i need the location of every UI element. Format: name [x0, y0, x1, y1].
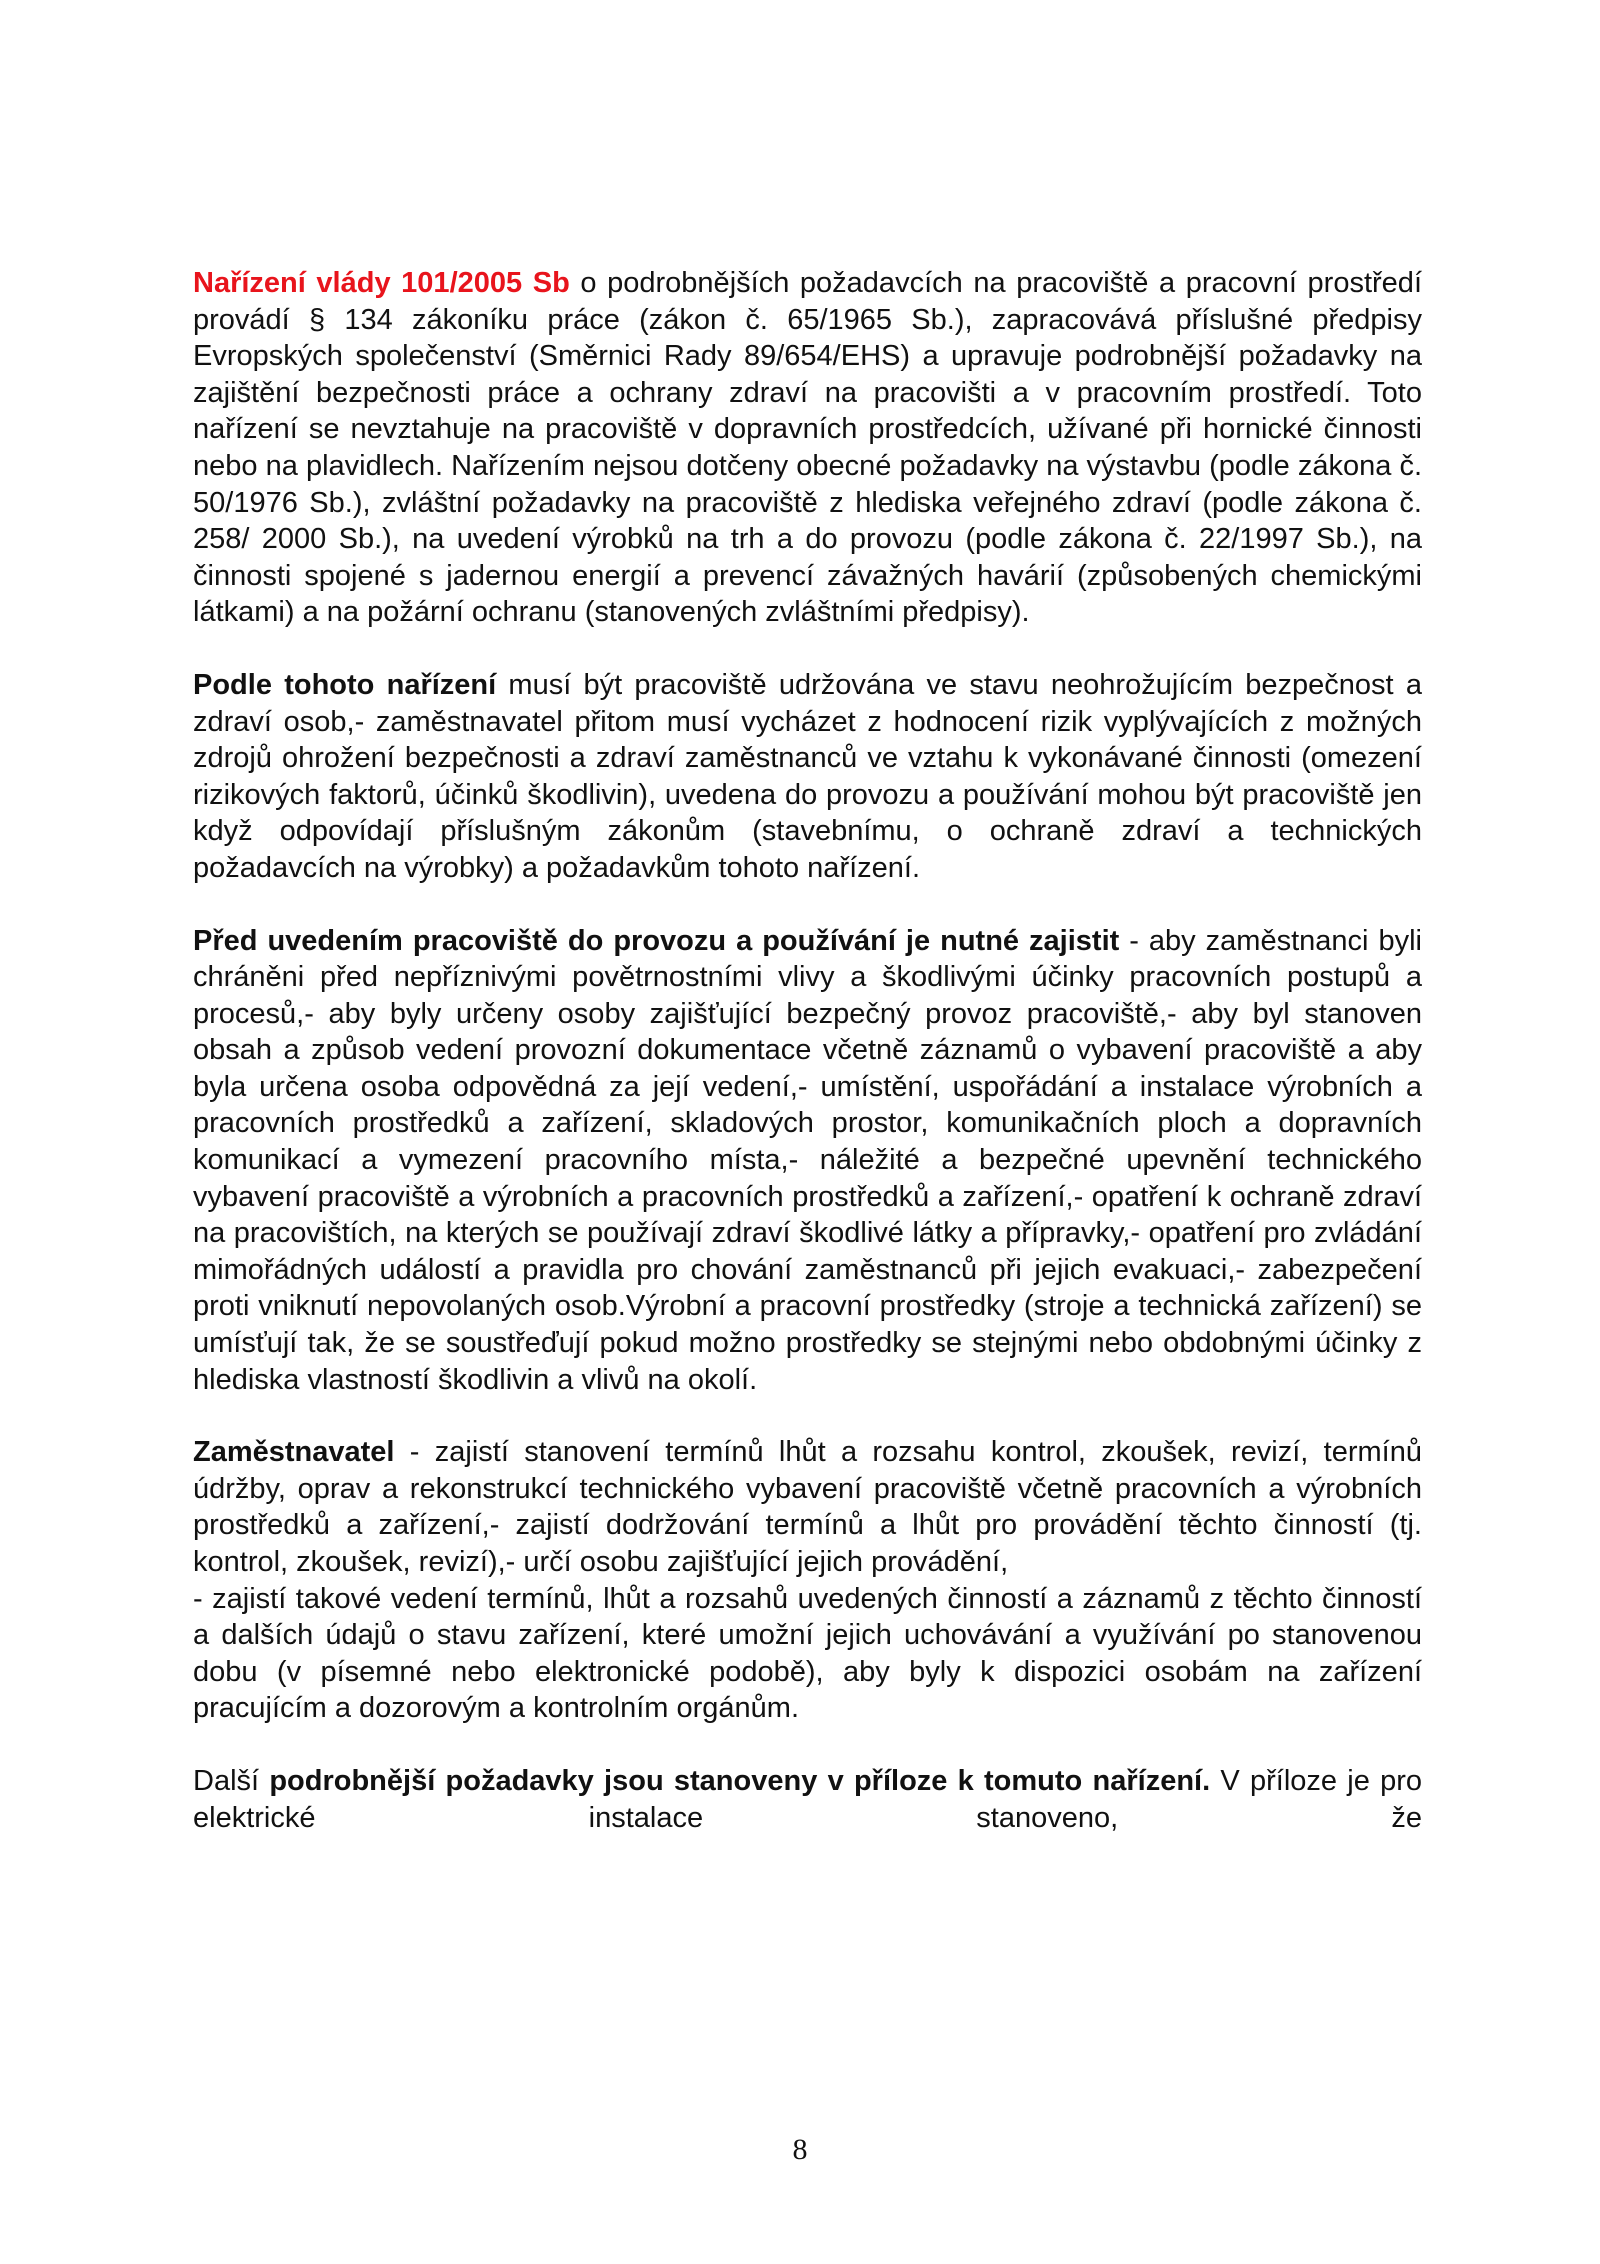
paragraph-text: - aby zaměstnanci byli chráněni před nepříznivými povětrnostními vlivy a škodlivými účinky pracovních postupů a procesů,- aby byly určeny osoby zajišťující bezpečný provoz pracoviště,- aby byl stanoven obsah a způsob vedení provozní dokumentace včetně záznamů o vybavení pracoviště a aby byla určena osoba odpovědná za její vedení,- umístění, uspořádání a instalace výrobních a pracovních prostředků a zařízení, skladových prostor, komunikačních ploch a dopravních komunikací a vymezení pracovního místa,- náležité a bezpečné upevnění technického vybavení pracoviště a výrobních a pracovních prostředků a zařízení,- opatření k ochraně zdraví na pracovištích, na kterých se používají zdraví škodlivé látky a přípravky,- opatření pro zvládání mimořádných událostí a pravidla pro chování zaměstnanců při jejich evakuaci,- zabezpečení proti vniknutí nepovolaných osob.Výrobní a pracovní prostředky (stroje a technická zařízení) se umísťují tak, že se soustřeďují pokud možno prostředky se stejnými nebo obdobnými účinky z hlediska vlastností škodlivin a vlivů na okolí.	[193, 924, 1422, 1396]
paragraph-before-operation	[193, 923, 1422, 1399]
paragraph-text: V příloze je pro elektrické instalace stanoveno, že	[193, 1764, 1423, 1834]
paragraph-text: o podrobnějších požadavcích na pracoviště a pracovní prostředí provádí § 134 zákoníku práce (zákon č. 65/1965 Sb.), zapracovává příslušné předpisy Evropských společenství (Směrnici Rady 89/654/EHS) a upravuje podrobnější požadavky na zajištění bezpečnosti práce a ochrany zdraví na pracovišti a v pracovním prostředí. Toto nařízení se nevztahuje na pracoviště v dopravních prostředcích, užívané při hornické činnosti nebo na plavidlech. Nařízením nejsou dotčeny obecné požadavky na výstavbu (podle zákona č. 50/1976 Sb.), zvláštní požadavky na pracoviště z hlediska veřejného zdraví (podle zákona č. 258/ 2000 Sb.), na uvedení výrobků na trh a do provozu (podle zákona č. 22/1997 Sb.), na činnosti spojené s jadernou energií a prevencí závažných havárií (způsobených chemickými látkami) a na požární ochranu (stanovených zvláštními předpisy).	[193, 267, 1422, 629]
regulation-title: Nařízení vlády 101/2005 Sb	[193, 267, 570, 299]
document-body	[193, 265, 1422, 1872]
paragraph-heading: Před uvedením pracoviště do provozu a používání je nutné zajistit	[193, 924, 1120, 957]
paragraph-heading: Podle tohoto nařízení	[193, 668, 497, 701]
paragraph-heading: Zaměstnavatel	[193, 1436, 395, 1469]
paragraph-annex	[193, 1763, 1422, 1836]
paragraph-under-regulation	[193, 667, 1422, 887]
paragraph-text-continued: - zajistí takové vedení termínů, lhůt a rozsahů uvedených činností a záznamů z těchto činností a dalších údajů o stavu zařízení, které umožní jejich uchovávání a využívání po stanovenou dobu (v písemné nebo elektronické podobě), aby byly k dispozici osobám na zařízení pracujícím a dozorovým a kontrolním orgánům.	[193, 1582, 1422, 1725]
paragraph-regulation-intro	[193, 265, 1422, 631]
paragraph-text: - zajistí stanovení termínů lhůt a rozsahu kontrol, zkoušek, revizí, termínů údržby, oprav a rekonstrukcí technického vybavení pracoviště včetně pracovních a výrobních prostředků a zařízení,- zajistí dodržování termínů a lhůt pro provádění těchto činností (tj. kontrol, zkoušek, revizí),- určí osobu zajišťující jejich provádění,	[193, 1436, 1422, 1578]
paragraph-text: musí být pracoviště udržována ve stavu neohrožujícím bezpečnost a zdraví osob,- zaměstnavatel přitom musí vycházet z hodnocení rizik vyplývajících z možných zdrojů ohrožení bezpečnosti a zdraví zaměstnanců ve vztahu k vykonávané činnosti (omezení rizikových faktorů, účinků škodlivin), uvedena do provozu a používání mohou být pracoviště jen když odpovídají příslušným zákonům (stavebnímu, o ochraně zdraví a technických požadavcích na výrobky) a požadavkům tohoto nařízení.	[193, 668, 1422, 884]
page-number: 8	[792, 2133, 808, 2166]
paragraph-employer	[193, 1434, 1422, 1727]
paragraph-heading: podrobnější požadavky jsou stanoveny v příloze k tomuto nařízení.	[269, 1764, 1211, 1797]
paragraph-prefix: Další	[193, 1764, 270, 1797]
